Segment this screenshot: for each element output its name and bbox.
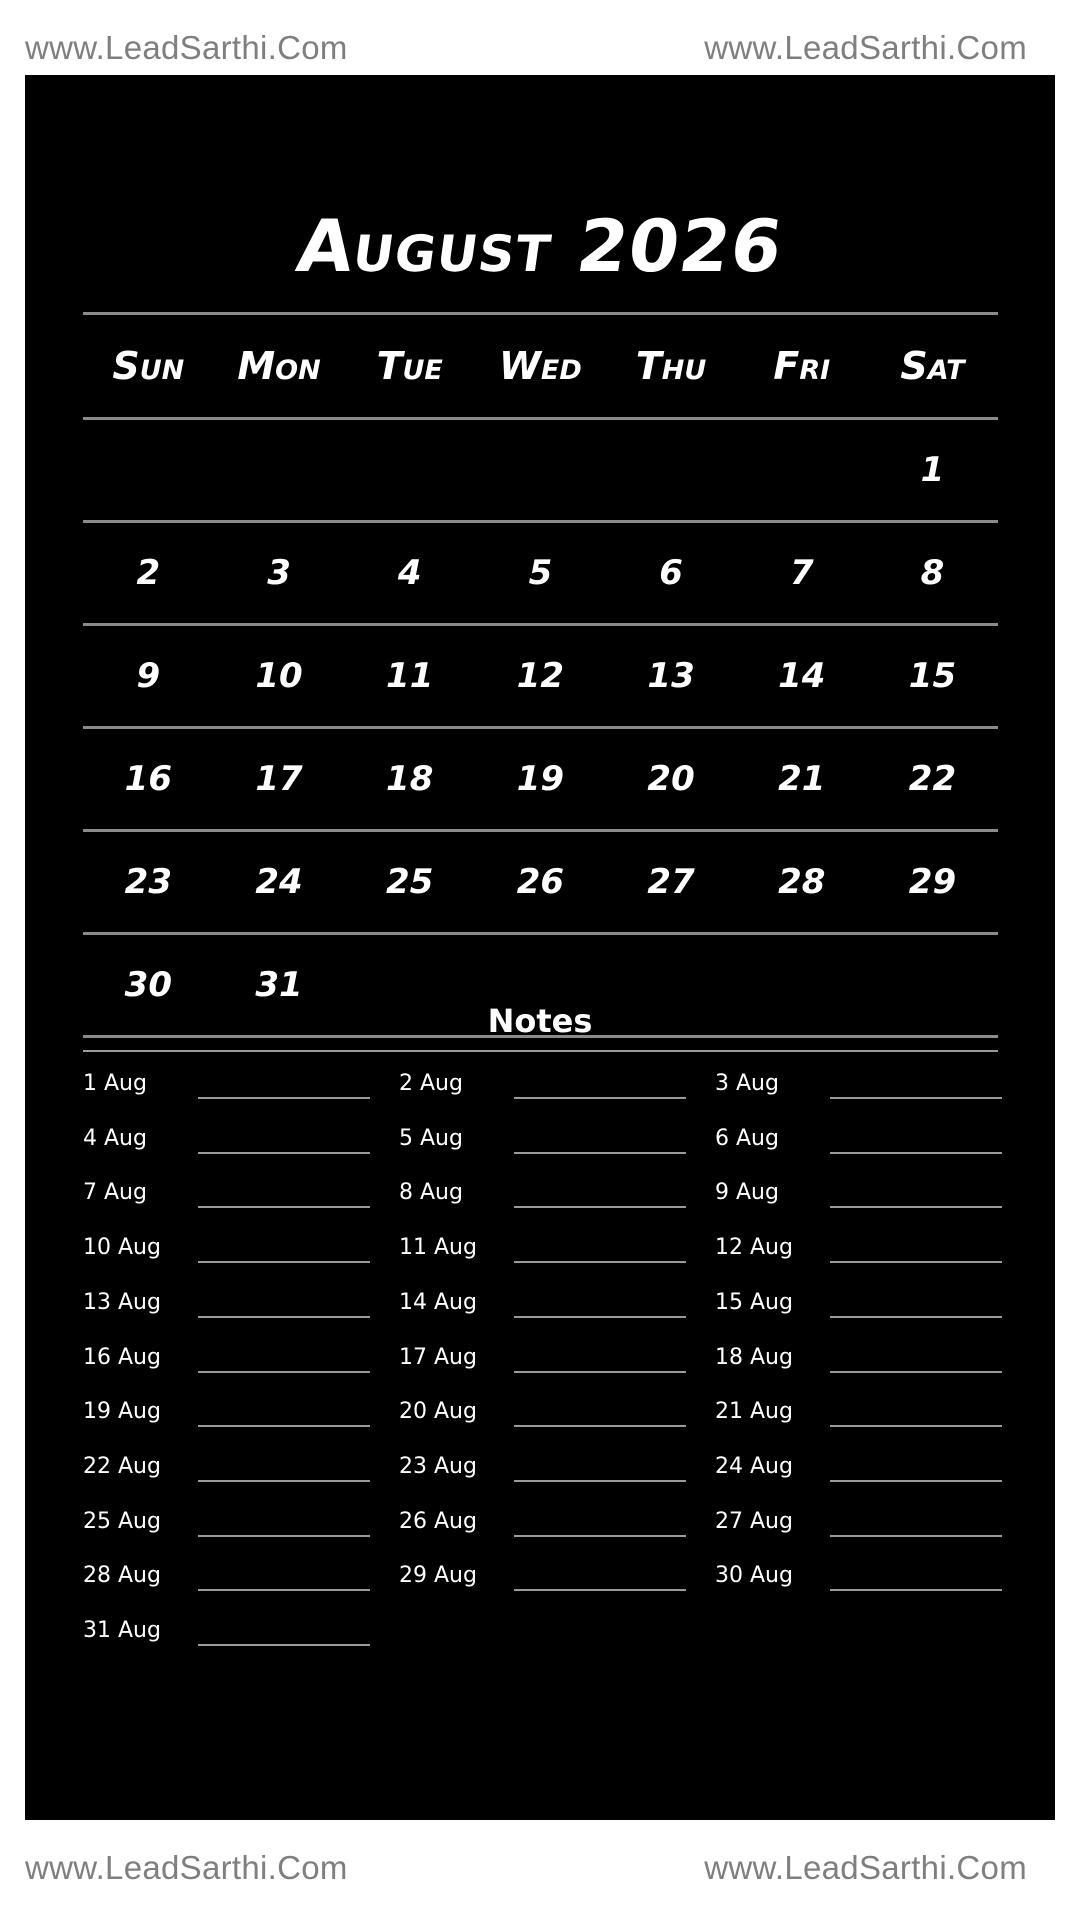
note-entry	[83, 1065, 373, 1120]
note-write-line[interactable]	[514, 1535, 686, 1537]
note-write-line[interactable]	[830, 1261, 1002, 1263]
note-write-line[interactable]	[830, 1535, 1002, 1537]
weekday-thu: Thu	[635, 344, 707, 388]
note-entry	[399, 1174, 689, 1229]
day-cell: 9	[136, 656, 161, 696]
grid-rule	[83, 726, 998, 729]
note-entry	[399, 1120, 689, 1175]
week-row-6	[83, 965, 998, 1005]
note-date-label: 14 Aug	[399, 1289, 477, 1315]
note-entry	[715, 1339, 1005, 1394]
day-cell: 20	[647, 759, 695, 799]
day-cell: 29	[908, 862, 957, 902]
note-date-label: 25 Aug	[83, 1508, 161, 1534]
day-cell: 5	[528, 553, 553, 593]
notes-title: Notes	[487, 1002, 593, 1040]
note-entry	[83, 1503, 373, 1558]
note-entry	[399, 1339, 689, 1394]
note-write-line[interactable]	[514, 1206, 686, 1208]
day-cell: 1	[920, 450, 945, 490]
note-date-label: 13 Aug	[83, 1289, 161, 1315]
note-date-label: 9 Aug	[715, 1180, 779, 1206]
note-entry	[83, 1229, 373, 1284]
grid-rule	[83, 932, 998, 935]
note-entry	[715, 1174, 1005, 1229]
note-write-line[interactable]	[830, 1589, 1002, 1591]
note-date-label: 8 Aug	[399, 1180, 463, 1206]
day-cell	[867, 968, 998, 1002]
day-cell: 14	[778, 656, 826, 696]
week-row-1	[83, 450, 998, 490]
note-entry	[715, 1557, 1005, 1612]
watermark-top-right: www.LeadSarthi.Com	[704, 29, 1027, 66]
note-date-label: 29 Aug	[399, 1563, 477, 1589]
day-cell: 23	[124, 862, 172, 902]
note-entry	[715, 1393, 1005, 1448]
note-entry	[399, 1393, 689, 1448]
note-date-label: 20 Aug	[399, 1399, 477, 1425]
grid-rule	[83, 520, 998, 523]
day-cell: 2	[136, 553, 161, 593]
note-write-line[interactable]	[198, 1152, 370, 1154]
note-entry	[83, 1284, 373, 1339]
weekday-tue: Tue	[376, 344, 443, 388]
note-write-line[interactable]	[514, 1261, 686, 1263]
note-date-label: 15 Aug	[715, 1289, 793, 1315]
weekday-sat: Sat	[900, 344, 965, 388]
day-cell	[606, 453, 737, 487]
day-cell: 21	[778, 759, 826, 799]
note-entry	[83, 1120, 373, 1175]
grid-rule	[83, 623, 998, 626]
note-entry	[83, 1393, 373, 1448]
note-date-label: 6 Aug	[715, 1125, 779, 1151]
grid-rule	[83, 417, 998, 420]
day-cell	[606, 968, 737, 1002]
note-date-label: 27 Aug	[715, 1508, 793, 1534]
day-cell: 7	[789, 553, 814, 593]
note-write-line[interactable]	[830, 1371, 1002, 1373]
note-write-line[interactable]	[198, 1261, 370, 1263]
day-cell: 3	[267, 553, 291, 593]
note-write-line[interactable]	[830, 1316, 1002, 1318]
note-write-line[interactable]	[514, 1097, 686, 1099]
note-date-label: 22 Aug	[83, 1453, 161, 1479]
day-cell: 19	[516, 759, 565, 799]
note-entry	[83, 1174, 373, 1229]
week-row-4	[83, 759, 998, 799]
note-write-line[interactable]	[514, 1425, 686, 1427]
note-date-label: 18 Aug	[715, 1344, 793, 1370]
note-date-label: 17 Aug	[399, 1344, 477, 1370]
note-write-line[interactable]	[198, 1316, 370, 1318]
note-write-line[interactable]	[514, 1589, 686, 1591]
day-cell: 18	[386, 759, 434, 799]
note-date-label: 7 Aug	[83, 1180, 147, 1206]
note-write-line[interactable]	[514, 1316, 686, 1318]
note-date-label: 31 Aug	[83, 1618, 161, 1643]
calendar-card	[25, 75, 1055, 1820]
day-cell: 4	[397, 553, 422, 593]
day-cell	[344, 453, 475, 487]
note-date-label: 30 Aug	[715, 1563, 793, 1589]
note-date-label: 19 Aug	[83, 1399, 161, 1425]
note-write-line[interactable]	[198, 1535, 370, 1537]
day-cell: 8	[920, 553, 945, 593]
note-entry	[715, 1284, 1005, 1339]
note-write-line[interactable]	[514, 1152, 686, 1154]
day-cell: 24	[255, 862, 303, 902]
day-cell: 22	[908, 759, 957, 799]
day-cell: 16	[124, 759, 172, 799]
day-cell: 6	[659, 553, 683, 593]
week-row-3	[83, 656, 998, 696]
note-entry	[715, 1503, 1005, 1558]
day-cell	[736, 968, 867, 1002]
day-cell	[83, 453, 214, 487]
watermark-top-left: www.LeadSarthi.Com	[25, 29, 348, 66]
note-date-label: 26 Aug	[399, 1508, 477, 1534]
note-write-line[interactable]	[830, 1425, 1002, 1427]
day-cell: 15	[908, 656, 957, 696]
notes-rule	[83, 1050, 998, 1052]
note-entry	[399, 1503, 689, 1558]
note-date-label: 1 Aug	[83, 1071, 147, 1096]
note-write-line[interactable]	[198, 1480, 370, 1482]
note-date-label: 11 Aug	[399, 1235, 477, 1261]
note-entry	[399, 1448, 689, 1503]
day-cell: 26	[516, 862, 565, 902]
note-entry	[83, 1557, 373, 1612]
day-cell: 13	[647, 656, 695, 696]
note-date-label: 3 Aug	[715, 1071, 779, 1096]
note-entry	[399, 1284, 689, 1339]
note-entry	[399, 1557, 689, 1612]
note-entry	[715, 1448, 1005, 1503]
grid-rule	[83, 829, 998, 832]
note-write-line[interactable]	[830, 1097, 1002, 1099]
day-cell: 31	[255, 965, 303, 1005]
note-date-label: 10 Aug	[83, 1235, 161, 1261]
watermark-bottom-right: www.LeadSarthi.Com	[704, 1849, 1027, 1886]
note-date-label: 21 Aug	[715, 1399, 793, 1425]
calendar-title: August 2026	[291, 204, 789, 288]
weekday-wed: Wed	[499, 344, 582, 388]
weekday-header-row	[83, 344, 998, 388]
note-write-line[interactable]	[514, 1371, 686, 1373]
note-date-label: 28 Aug	[83, 1563, 161, 1589]
day-cell	[344, 968, 475, 1002]
day-cell	[214, 453, 345, 487]
weekday-fri: Fri	[773, 344, 831, 388]
note-entry	[83, 1612, 373, 1667]
grid-rule	[83, 312, 998, 315]
week-row-2	[83, 553, 998, 593]
day-cell: 25	[386, 862, 434, 902]
note-entry	[399, 1229, 689, 1284]
note-date-label: 2 Aug	[399, 1071, 463, 1096]
note-write-line[interactable]	[830, 1152, 1002, 1154]
day-cell: 10	[255, 656, 303, 696]
day-cell	[475, 453, 606, 487]
note-entry	[715, 1065, 1005, 1120]
note-date-label: 12 Aug	[715, 1235, 793, 1261]
day-cell: 12	[516, 656, 565, 696]
day-cell: 11	[386, 656, 434, 696]
note-write-line[interactable]	[198, 1206, 370, 1208]
note-date-label: 5 Aug	[399, 1125, 463, 1151]
day-cell: 17	[255, 759, 303, 799]
day-cell: 27	[647, 862, 695, 902]
note-entry	[83, 1339, 373, 1394]
note-write-line[interactable]	[830, 1480, 1002, 1482]
weekday-sun: Sun	[112, 344, 185, 388]
day-cell: 28	[778, 862, 826, 902]
note-date-label: 23 Aug	[399, 1453, 477, 1479]
note-entry	[83, 1448, 373, 1503]
note-write-line[interactable]	[198, 1589, 370, 1591]
note-write-line[interactable]	[830, 1206, 1002, 1208]
note-write-line[interactable]	[198, 1371, 370, 1373]
note-write-line[interactable]	[514, 1480, 686, 1482]
note-date-label: 4 Aug	[83, 1125, 147, 1151]
watermark-bottom-left: www.LeadSarthi.Com	[25, 1849, 348, 1886]
note-write-line[interactable]	[198, 1644, 370, 1646]
day-cell	[736, 453, 867, 487]
note-write-line[interactable]	[198, 1425, 370, 1427]
note-write-line[interactable]	[198, 1097, 370, 1099]
note-entry	[715, 1229, 1005, 1284]
note-date-label: 16 Aug	[83, 1344, 161, 1370]
day-cell: 30	[124, 965, 172, 1005]
note-date-label: 24 Aug	[715, 1453, 793, 1479]
note-entry	[715, 1120, 1005, 1175]
day-cell	[475, 968, 606, 1002]
note-entry	[399, 1065, 689, 1120]
week-row-5	[83, 862, 998, 902]
weekday-mon: Mon	[237, 344, 321, 388]
